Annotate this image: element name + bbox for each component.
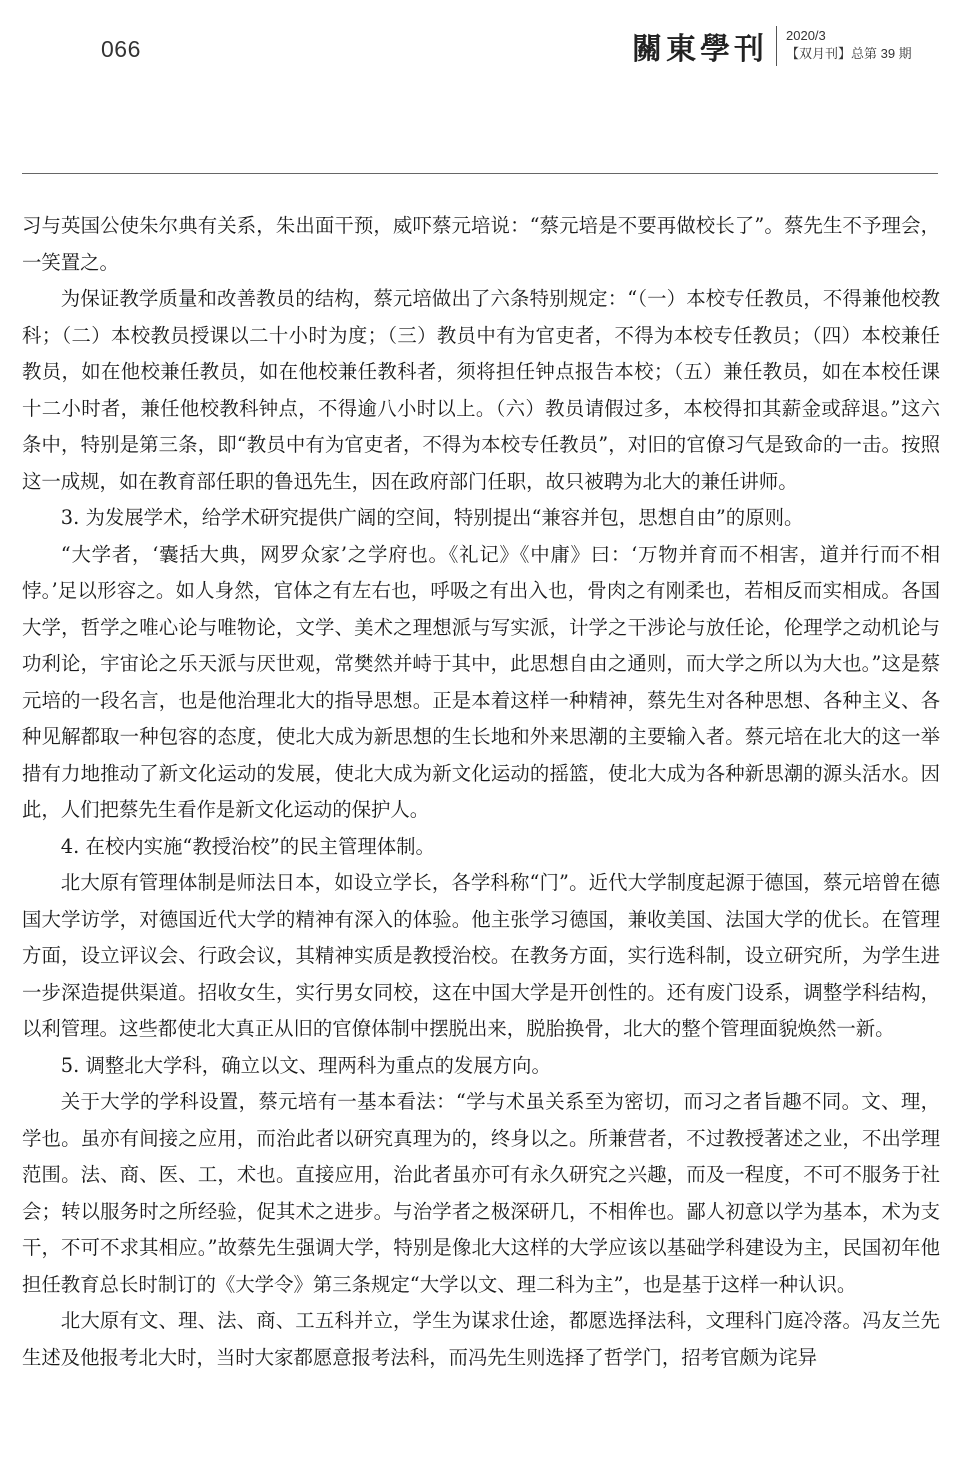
page-header: [0, 0, 958, 175]
issue-detail: 【双月刊】总第 39 期: [786, 46, 912, 61]
section-heading: 4. 在校内实施“教授治校”的民主管理体制。: [60, 834, 435, 858]
header-rule: [22, 173, 938, 174]
paragraph: 习与英国公使朱尔典有关系，朱出面干预，威吓蔡元培说：“蔡元培是不要再做校长了”。蔡先生不予理会，一笑置之。: [22, 214, 940, 274]
paragraph: 北大原有文、理、法、商、工五科并立，学生为谋求仕途，都愿选择法科，文理科门庭冷落。冯友兰先生述及他报考北大时，当时大家都愿意报考法科，而冯先生则选择了哲学门，招考官颇为诧异: [22, 1309, 940, 1369]
paragraph: 北大原有管理体制是师法日本，如设立学长，各学科称“门”。近代大学制度起源于德国，蔡元培曾在德国大学访学，对德国近代大学的精神有深入的体验。他主张学习德国，兼收美国、法国大学的优长。在管理方面，设立评议会、行政会议，其精神实质是教授治校。在教务方面，实行选科制，设立研究所，为学生进一步深造提供渠道。招收女生，实行男女同校，这在中国大学是开创性的。还有废门设系，调整学科结构，以利管理。这些都使北大真正从旧的官僚体制中摆脱出来，脱胎换骨，北大的整个管理面貌焕然一新。: [22, 871, 940, 1040]
page-number: 066: [101, 36, 141, 62]
article-body: [22, 208, 940, 1376]
issue-year-number: 2020/3: [786, 28, 826, 43]
header-divider: [776, 26, 777, 66]
paragraph: 为保证教学质量和改善教员的结构，蔡元培做出了六条特别规定：“（一）本校专任教员，不得兼他校教科；（二）本校教员授课以二十小时为度；（三）教员中有为官吏者，不得为本校专任教员；（四）本校兼任教员，如在他校兼任教员，如在他校兼任教科者，须将担任钟点报告本校；（五）兼任教员，如在本校任课十二小时者，兼任他校教科钟点，不得逾八小时以上。（六）教员请假过多，本校得扣其薪金或辞退。”这六条中，特别是第三条，即“教员中有为官吏者，不得为本校专任教员”，对旧的官僚习气是致命的一击。按照这一成规，如在教育部任职的鲁迅先生，因在政府部门任职，故只被聘为北大的兼任讲师。: [22, 287, 940, 493]
journal-logo: 關東學刊: [632, 32, 768, 67]
section-heading: 3. 为发展学术，给学术研究提供广阔的空间，特别提出“兼容并包，思想自由”的原则。: [60, 506, 804, 529]
issue-info: [786, 27, 912, 63]
section-heading: 5. 调整北大学科，确立以文、理两科为重点的发展方向。: [60, 1053, 551, 1077]
paragraph: “大学者，‘囊括大典，网罗众家’之学府也。《礼记》《中庸》曰：‘万物并育而不相害，道并行而不相悖。’足以形容之。如人身然，官体之有左右也，呼吸之有出入也，骨肉之有刚柔也，若相反而实相成。各国大学，哲学之唯心论与唯物论，文学、美术之理想派与写实派，计学之干涉论与放任论，伦理学之动机论与功利论，宇宙论之乐天派与厌世观，常樊然并峙于其中，此思想自由之通则，而大学之所以为大也。”这是蔡元培的一段名言，也是他治理北大的指导思想。正是本着这样一种精神，蔡先生对各种思想、各种主义、各种见解都取一种包容的态度，使北大成为新思想的生长地和外来思潮的主要输入者。蔡元培在北大的这一举措有力地推动了新文化运动的发展，使北大成为新文化运动的摇篮，使北大成为各种新思潮的源头活水。因此，人们把蔡先生看作是新文化运动的保护人。: [22, 542, 940, 821]
paragraph: 关于大学的学科设置，蔡元培有一基本看法：“学与术虽关系至为密切，而习之者旨趣不同。文、理，学也。虽亦有间接之应用，而治此者以研究真理为的，终身以之。所兼营者，不过教授著述之业，不出学理范围。法、商、医、工，术也。直接应用，治此者虽亦可有永久研究之兴趣，而及一程度，不可不服务于社会；转以服务时之所经验，促其术之进步。与治学者之极深研几，不相侔也。鄙人初意以学为基本，术为支干，不可不求其相应。”故蔡先生强调大学，特别是像北大这样的大学应该以基础学科建设为主，民国初年他担任教育总长时制订的《大学令》第三条规定“大学以文、理二科为主”，也是基于这样一种认识。: [22, 1090, 940, 1296]
